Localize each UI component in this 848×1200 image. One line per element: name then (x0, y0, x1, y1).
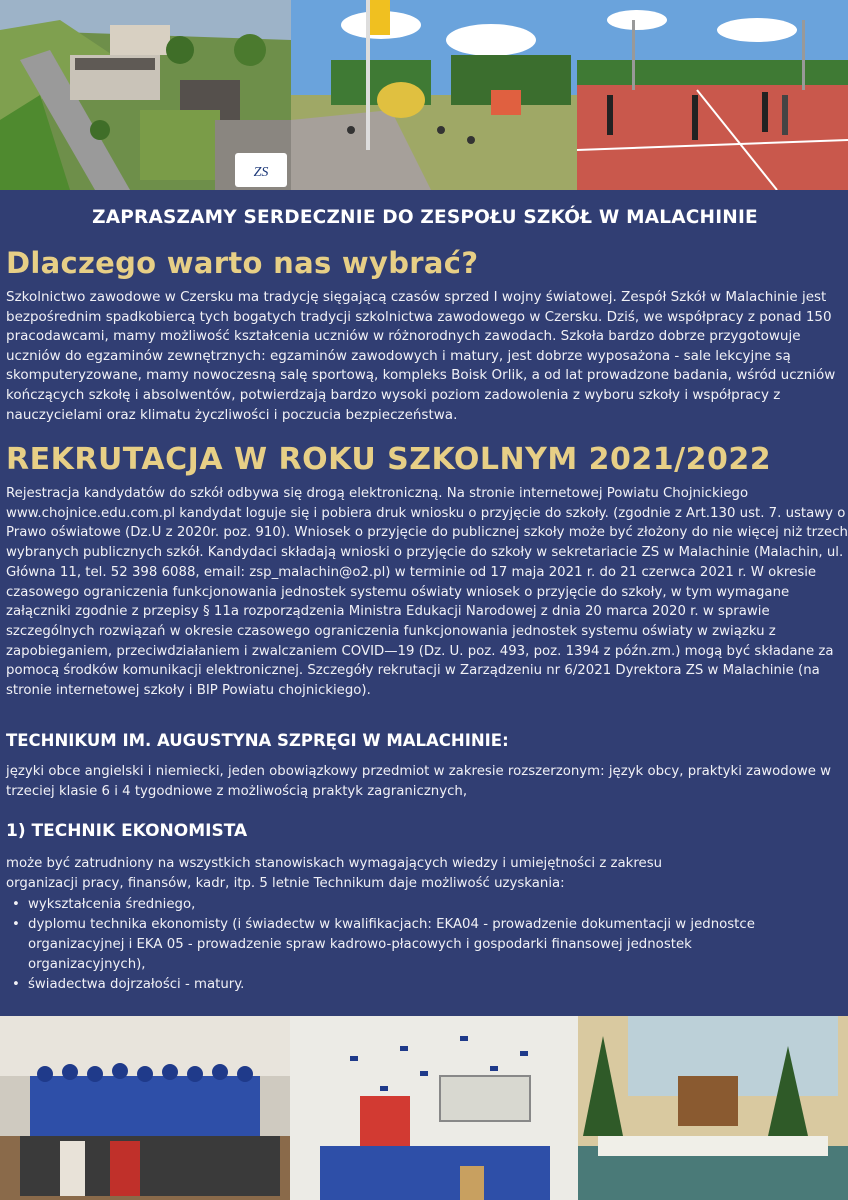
technik-ekonomista-text: może być zatrudniony na wszystkich stanowiskach wymagających wiedzy i umiejętności z zakresu organizacji pracy, finansów, kadr, itp. 5 letnie Technikum daje możliwość uzyskania: (6, 856, 663, 891)
why-choose-us-heading: Dlaczego warto nas wybrać? (6, 246, 479, 280)
top-photo-strip (0, 0, 848, 190)
list-item: • wykształcenia średniego, (6, 895, 776, 915)
sports-court-photo (577, 0, 848, 190)
school-logo: ZS (253, 165, 269, 180)
aerial-school-photo (0, 0, 291, 190)
list-item: • dyplomu technika ekonomisty (i świadectw w kwalifikacjach: EKA04 - prowadzenie dokumentacji w jednostce organizacyjnej i EKA 05 - prowadzenie spraw kadrowo-płacowych i gospodarki finansowej jednostek organizacyjnych), (6, 915, 776, 975)
playground-photo (291, 0, 577, 190)
technik-ekonomista-heading: 1) TECHNIK EKONOMISTA (6, 821, 248, 841)
invitation-headline: ZAPRASZAMY SERDECZNIE DO ZESPOŁU SZKÓŁ W MALACHINIE (92, 207, 758, 228)
qualifications-list (6, 895, 776, 995)
bottom-photo-strip (0, 1016, 848, 1200)
technikum-text: języki obce angielski i niemiecki, jeden obowiązkowy przedmiot w zakresie rozszerzonym: język obcy, praktyki zawodowe w trzeciej klasie 6 i 4 tygodniowe z możliwością praktyk zagranicznych, (6, 764, 832, 799)
technikum-heading: TECHNIKUM IM. AUGUSTYNA SZPRĘGI W MALACHINIE: (6, 731, 509, 750)
graduates-group-photo (0, 1016, 290, 1200)
recruitment-text: Rejestracja kandydatów do szkół odbywa się drogą elektroniczną. Na stronie internetowej Powiatu Chojnickiego www.chojnice.edu.com.pl kandydat loguje się i pobiera druk wniosku o przyjęcie do szkoły. (zgodnie z Art.130 ust. 7. ustawy o Prawo oświatowe (Dz.U z 2020r. poz. 910). Wniosek o przyjęcie do publicznej szkoły może być złożony do nie więcej niż trzech wybranych publicznych szkół. Kandydaci składają wnioski o przyjęcie do szkoły w sekretariacie ZS w Malachinie (Malachin, ul. Główna 11, tel. 52 398 6088, email: zsp_malachin@o2.pl) w terminie od 17 maja 2021 r. do 21 czerwca 2021 r. W okresie czasowego ograniczenia funkcjonowania jednostek systemu oświaty wniosek o przyjęcie do szkoły, w tym wymagane załączniki zgodnie z przepisy § 11a rozporządzenia Ministra Edukacji Narodowej z dnia 20 marca 2020 r. w sprawie szczególnych rozwiązań w okresie czasowego ograniczenia funkcjonowania jednostek systemu oświaty w związku z zapobieganiem, przeciwdziałaniem i zwalczaniem COVID—19 (Dz. U. poz. 493, poz. 1394 z późn.zm.) mogą być składane za pomocą środków komunikacji elektronicznej. Szczegóły rekrutacji w Zarządzeniu nr 6/2021 Dyrektora ZS w Malachinie (na stronie internetowej szkoły i BIP Powiatu chojnickiego). (6, 486, 848, 699)
recruitment-heading: REKRUTACJA W ROKU SZKOLNYM 2021/2022 (6, 442, 772, 477)
christmas-event-photo (578, 1016, 848, 1200)
why-choose-us-text: Szkolnictwo zawodowe w Czersku ma tradycję sięgającą czasów sprzed I wojny światowej. Zespół Szkół w Malachinie jest bezpośrednim spadkobiercą tych bogatych tradycji szkolnictwa zawodowego w Czersku. Dziś, we współpracy z ponad 150 pracodawcami, mamy możliwość kształcenia uczniów w różnorodnych zawodach. Szkoła bardzo dobrze przygotowuje uczniów do egzaminów zewnętrznych: egzaminów zawodowych i matury, jest dobrze wyposażona - sale lekcyjne są skomputeryzowane, mamy nowoczesną salę sportową, kompleks Boisk Orlik, a od lat prowadzone badania, wśród uczniów kończących szkołę i absolwentów, potwierdzają bardzo wysoki poziom zadowolenia z wyboru szkoły i współpracy z nauczycielami oraz klimatu życzliwości i poczucia bezpieczeństwa. (6, 289, 836, 423)
list-item: • świadectwa dojrzałości - matury. (6, 975, 776, 995)
caps-throw-photo (290, 1016, 578, 1200)
